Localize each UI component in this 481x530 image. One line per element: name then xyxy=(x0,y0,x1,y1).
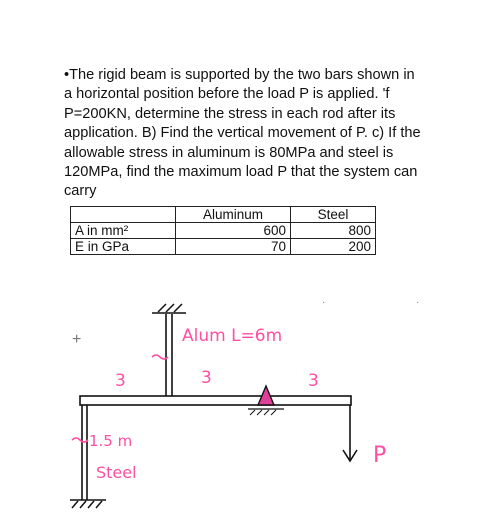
dim-left: 3 xyxy=(115,371,126,391)
cell-aluminum: 600 xyxy=(176,223,291,239)
header-aluminum: Aluminum xyxy=(176,207,291,223)
load-arrow xyxy=(343,405,357,461)
dim-mid: 3 xyxy=(201,368,212,388)
dash-mark: · xyxy=(416,297,420,308)
steel-squiggle xyxy=(72,438,88,442)
row-label: A in mm² xyxy=(71,223,176,239)
steel-rod xyxy=(82,405,87,500)
problem-statement: •The rigid beam is supported by the two bars shown in a horizontal position before the load P is applied. 'f P=200KN, determine the stress in each rod after its application. B) Find the vertical movement of P. c) If the allowable stress in aluminum is 80MPa and steel is 120MPa, find the maximum load P that the system can carry xyxy=(64,67,421,200)
row-label: E in GPa xyxy=(71,239,176,255)
cell-aluminum: 70 xyxy=(176,239,291,255)
header-steel: Steel xyxy=(291,207,376,223)
steel-name-label: Steel xyxy=(96,463,137,482)
aluminum-rod xyxy=(166,314,172,396)
dim-right: 3 xyxy=(308,371,319,391)
cell-steel: 200 xyxy=(291,239,376,255)
cell-steel: 800 xyxy=(291,223,376,239)
ceiling-support xyxy=(152,304,186,313)
cursor-crosshair-icon: + xyxy=(72,331,82,348)
steel-length-label: 1.5 m xyxy=(89,432,133,450)
load-label: P xyxy=(373,443,387,468)
floor-support xyxy=(70,500,106,508)
aluminum-label: Alum L=6m xyxy=(182,326,283,346)
rigid-beam xyxy=(80,396,351,405)
dash-mark: · xyxy=(322,297,326,308)
